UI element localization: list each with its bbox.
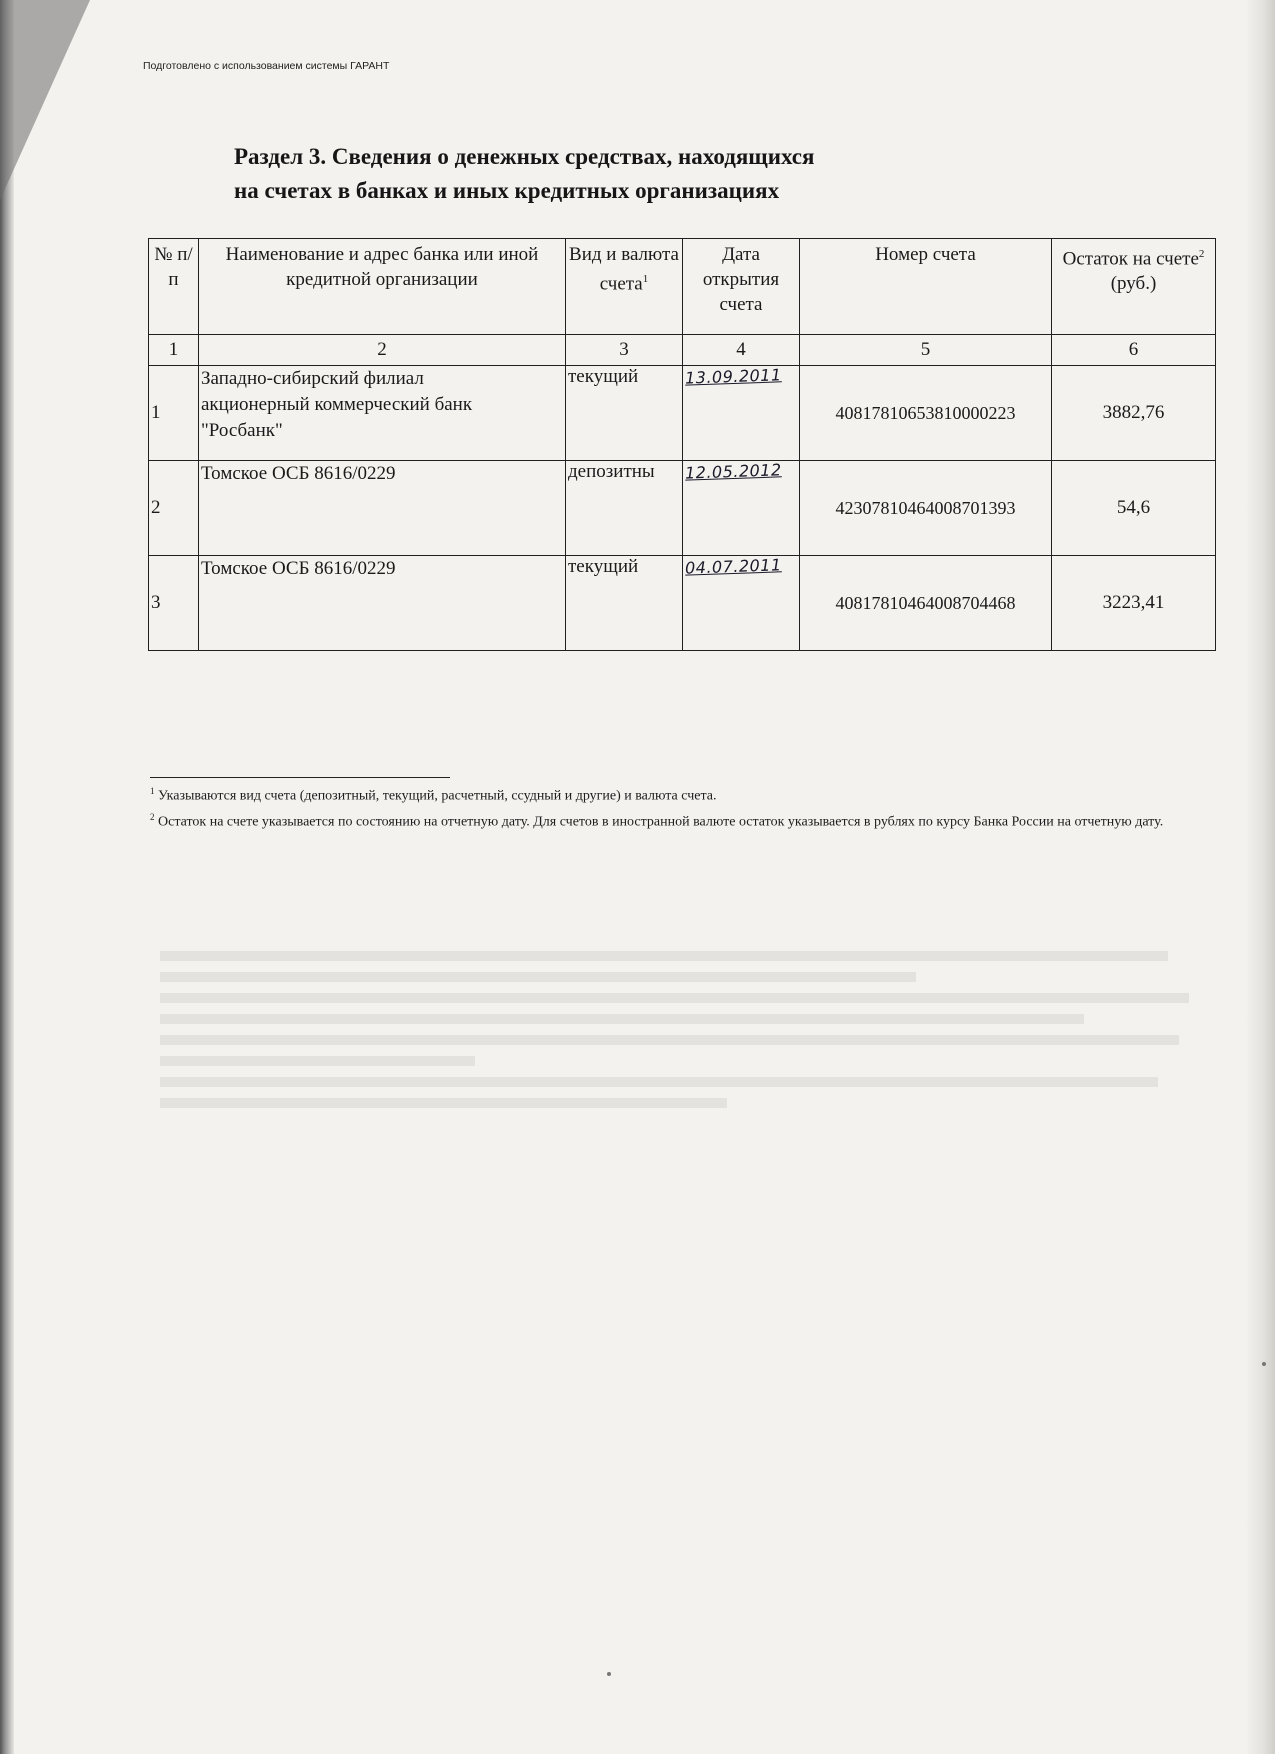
bank-name: Томское ОСБ 8616/0229 xyxy=(199,461,566,556)
col-header-balance: Остаток на счете$^2$ (руб.) xyxy=(1052,239,1216,335)
bleed-through-text xyxy=(160,940,1210,1119)
footnote-ref-2: 2 xyxy=(1198,248,1205,260)
col-header-date: Дата открытия счета xyxy=(683,239,800,335)
section-title-line2: на счетах в банках и иных кредитных организациях xyxy=(234,178,780,203)
account-kind: депозитны xyxy=(566,461,683,556)
col-number: 2 xyxy=(199,335,566,366)
col-number: 1 xyxy=(149,335,199,366)
table-row xyxy=(149,556,1216,651)
row-index: 2 xyxy=(149,461,199,556)
footnote-2: $^2$ Остаток на счете указывается по состоянию на отчетную дату. Для счетов в иностранной валюте остаток указывается в рублях по курсу Банка России на отчетную дату. xyxy=(150,811,1164,830)
scan-speck xyxy=(1262,1362,1266,1366)
account-number: 40817810653810000223 xyxy=(800,366,1052,461)
account-kind: текущий xyxy=(566,556,683,651)
bank-name: Томское ОСБ 8616/0229 xyxy=(199,556,566,651)
footnote-1: $^1$ Указываются вид счета (депозитный, текущий, расчетный, ссудный и другие) и валюта счета. xyxy=(150,786,717,804)
section-title xyxy=(234,140,1034,208)
col-number: 6 xyxy=(1052,335,1216,366)
col-header-index: № п/п xyxy=(149,239,199,335)
column-numbers-row xyxy=(149,335,1216,366)
row-index: 1 xyxy=(149,366,199,461)
open-date: 04.07.2011 xyxy=(683,556,800,651)
footnote-divider xyxy=(150,777,450,778)
account-kind: текущий xyxy=(566,366,683,461)
account-number: 42307810464008701393 xyxy=(800,461,1052,556)
col-number: 5 xyxy=(800,335,1052,366)
col-header-account: Номер счета xyxy=(800,239,1052,335)
footnotes xyxy=(150,781,1210,832)
open-date: 13.09.2011 xyxy=(683,366,800,461)
col-header-bank: Наименование и адрес банка или иной кредитной организации xyxy=(199,239,566,335)
col-number: 4 xyxy=(683,335,800,366)
table-row xyxy=(149,461,1216,556)
table-row xyxy=(149,366,1216,461)
table-header-row xyxy=(149,239,1216,335)
bank-name: Западно-сибирский филиал акционерный коммерческий банк "Росбанк" xyxy=(199,366,566,461)
open-date: 12.05.2012 xyxy=(683,461,800,556)
footnote-ref-1: 1 xyxy=(642,273,649,285)
section-title-line1: Раздел 3. Сведения о денежных средствах, находящихся xyxy=(234,144,815,169)
account-balance: 3223,41 xyxy=(1052,556,1216,651)
row-index: 3 xyxy=(149,556,199,651)
account-balance: 3882,76 xyxy=(1052,366,1216,461)
garant-note: Подготовлено с использованием системы ГАРАНТ xyxy=(143,60,390,72)
accounts-table xyxy=(148,238,1216,651)
scan-corner-fold xyxy=(0,0,90,200)
scan-right-edge xyxy=(1245,0,1275,1754)
account-balance: 54,6 xyxy=(1052,461,1216,556)
scan-left-shadow xyxy=(0,0,14,1754)
account-number: 40817810464008704468 xyxy=(800,556,1052,651)
scan-speck xyxy=(607,1672,611,1676)
col-number: 3 xyxy=(566,335,683,366)
col-header-kind: Вид и валюта счета$^1$ xyxy=(566,239,683,335)
